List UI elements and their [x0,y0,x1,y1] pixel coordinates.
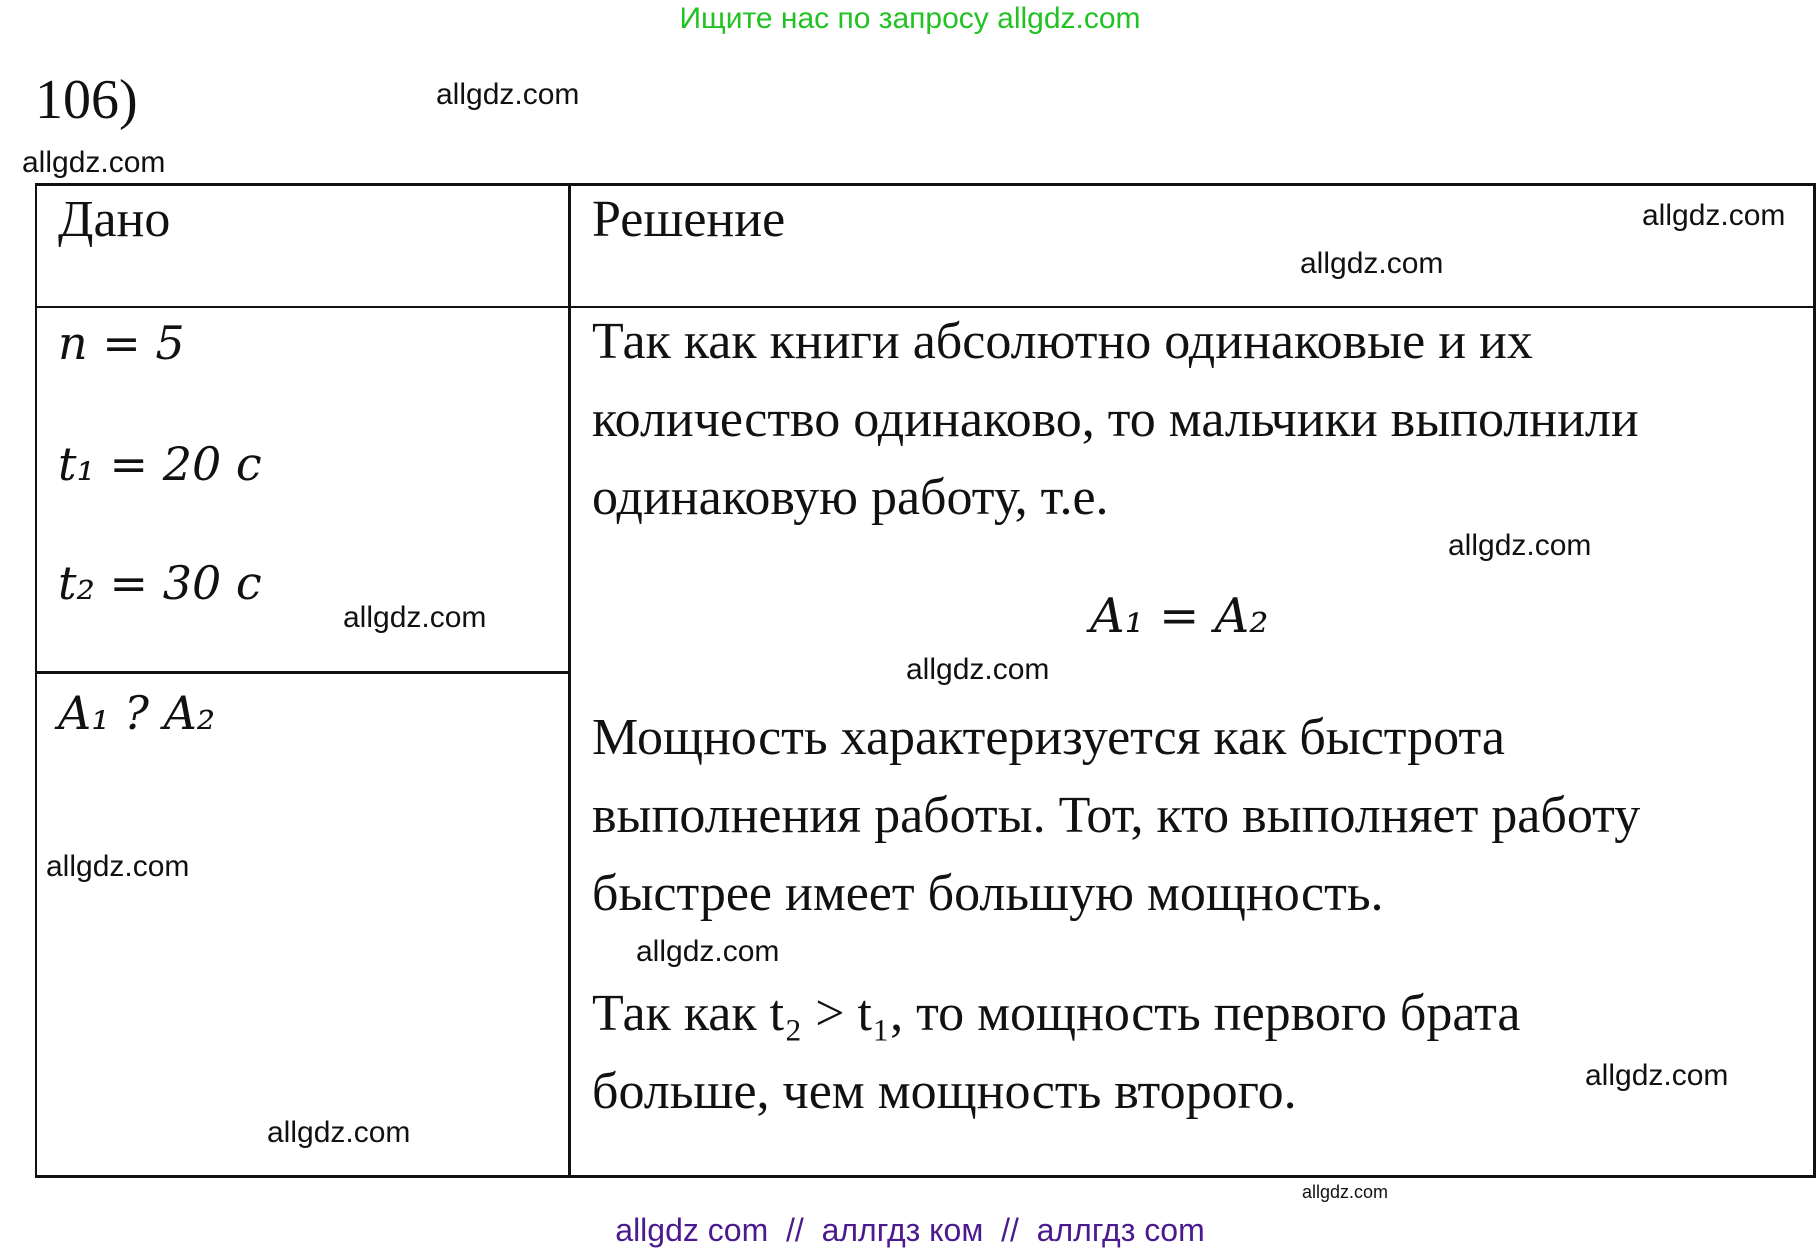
given-t1: t₁ = 20 c [58,437,262,491]
search-banner: Ищите нас по запросу allgdz.com [679,2,1141,35]
problem-number: 106) [35,69,138,131]
solution-line: быстрее имеет большую мощность. [592,865,1384,922]
solution-line: Так как t₂ > t₁, то мощность первого брата [592,985,1521,1042]
solution-line: одинаковую работу, т.е. [592,469,1109,526]
watermark: allgdz.com [1448,529,1592,562]
given-t2: t₂ = 30 c [58,556,262,610]
watermark: allgdz.com [343,601,487,634]
header-given: Дано [58,191,171,248]
watermark: allgdz.com [46,850,190,883]
watermark: allgdz.com [436,78,580,111]
watermark: allgdz.com [1642,199,1786,232]
column-divider [568,183,571,1178]
table-border-top [35,183,1816,186]
solution-line: количество одинаково, то мальчики выполнили [592,391,1639,448]
solution-line: больше, чем мощность второго. [592,1063,1297,1120]
header-solution: Решение [592,191,786,248]
solution-line: Мощность характеризуется как быстрота [592,709,1505,766]
solution-line: выполнения работы. Тот, кто выполняет работу [592,787,1641,844]
find-expression: A₁ ? A₂ [58,686,216,740]
given-find-divider [35,671,570,674]
watermark: allgdz.com [906,653,1050,686]
watermark: allgdz.com [1302,1182,1389,1202]
watermark: allgdz.com [636,935,780,968]
formula: A₁ = A₂ [1090,588,1269,644]
solution-line: Так как книги абсолютно одинаковые и их [592,313,1533,370]
watermark: allgdz.com [1585,1059,1729,1092]
header-divider [35,306,1816,308]
given-n: n = 5 [58,316,185,370]
watermark: allgdz.com [1300,247,1444,280]
table-border-bottom [35,1175,1816,1178]
watermark: allgdz.com [267,1116,411,1149]
watermark: allgdz.com [22,146,166,179]
footer-links[interactable]: allgdz com // аллгдз ком // аллгдз com [615,1212,1205,1248]
table-border-right [1813,183,1816,1178]
table-border-left [35,183,37,1178]
